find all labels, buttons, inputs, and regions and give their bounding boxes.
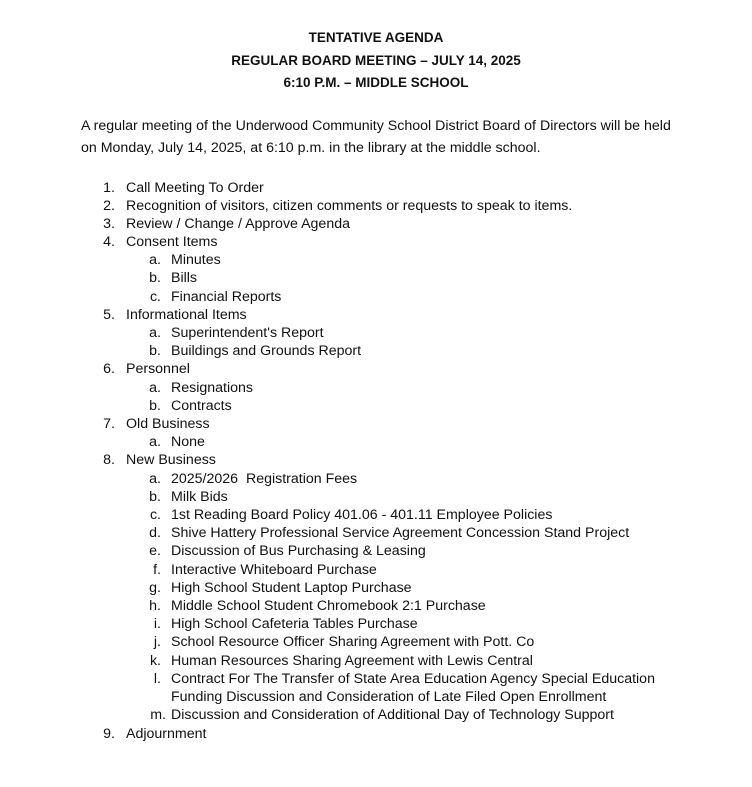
subitem-letter: k. [149,653,161,669]
subitem-letter: b. [149,343,161,359]
subitem-letter: h. [149,598,161,614]
item-number: 8. [103,452,115,468]
item-number: 6. [103,361,115,377]
intro-paragraph: A regular meeting of the Underwood Community School District Board of Directors will be held on Monday, July 14, 2025, at 6:10 p.m. in the library at the middle school. [81,118,671,156]
subitem-text: Discussion of Bus Purchasing & Leasing [171,543,426,559]
subitem-text: Contract For The Transfer of State Area Education Agency Special Education [171,671,655,687]
subitem-text: Buildings and Grounds Report [171,343,362,359]
item-text: New Business [126,452,216,468]
subitem-text: School Resource Officer Sharing Agreement with Pott. Co [171,634,535,650]
subitem-letter: j. [153,634,161,650]
item-number: 3. [103,216,115,232]
subitem-letter: a. [149,434,161,450]
item-number: 5. [103,307,115,323]
subitem-text: Milk Bids [171,489,228,505]
subitem-letter: e. [149,543,161,559]
subitem-letter: f. [153,562,161,578]
subitem-text: Discussion and Consideration of Additional Day of Technology Support [171,707,614,723]
item-number: 4. [103,234,115,250]
subitem-letter: i. [153,616,161,632]
item-number: 2. [103,198,115,214]
subitem-text: Middle School Student Chromebook 2:1 Purchase [171,598,486,614]
item-text: Informational Items [126,307,247,323]
subitem-text: Contracts [171,398,232,414]
subitem-letter: a. [149,252,161,268]
subitem-text: Minutes [171,252,221,268]
subitem-letter: b. [149,489,161,505]
subitem-text-continued: Funding Discussion and Consideration of Late Filed Open Enrollment [171,689,607,705]
subitem-text: Bills [171,270,198,286]
item-number: 7. [103,416,115,432]
subitem-letter: c. [149,507,161,523]
subitem-letter: a. [149,325,161,341]
subitem-text: Financial Reports [171,289,282,305]
subitem-text: None [171,434,205,450]
item-text: Old Business [126,416,210,432]
subitem-text: 2025/2026 Registration Fees [171,471,358,487]
subitem-letter: d. [149,525,161,541]
subitem-letter: m. [150,707,166,723]
subitem-text: Superintendent's Report [171,325,324,341]
subitem-letter: a. [149,380,161,396]
subitem-letter: a. [149,471,161,487]
subitem-text: Resignations [171,380,254,396]
item-text: Personnel [126,361,190,377]
subitem-text: Human Resources Sharing Agreement with Lewis Central [171,653,533,669]
subitem-text: Shive Hattery Professional Service Agreement Concession Stand Project [171,525,630,541]
item-text: Adjournment [126,726,207,742]
title-time-location: 6:10 P.M. – MIDDLE SCHOOL [283,75,469,90]
title-meeting-date: REGULAR BOARD MEETING – JULY 14, 2025 [231,53,521,68]
subitem-letter: l. [153,671,161,687]
item-number: 1. [103,180,115,196]
item-number: 9. [103,726,115,742]
subitem-text: 1st Reading Board Policy 401.06 - 401.11 Employee Policies [171,507,553,523]
subitem-letter: b. [149,398,161,414]
subitem-text: Interactive Whiteboard Purchase [171,562,377,578]
subitem-letter: g. [149,580,161,596]
subitem-letter: b. [149,270,161,286]
item-text: Consent Items [126,234,218,250]
subitem-letter: c. [149,289,161,305]
title-tentative-agenda: TENTATIVE AGENDA [308,30,444,45]
subitem-text: High School Cafeteria Tables Purchase [171,616,418,632]
item-text: Review / Change / Approve Agenda [126,216,350,232]
subitem-text: High School Student Laptop Purchase [171,580,412,596]
item-text: Call Meeting To Order [126,180,264,196]
item-text: Recognition of visitors, citizen comments or requests to speak to items. [126,198,573,214]
